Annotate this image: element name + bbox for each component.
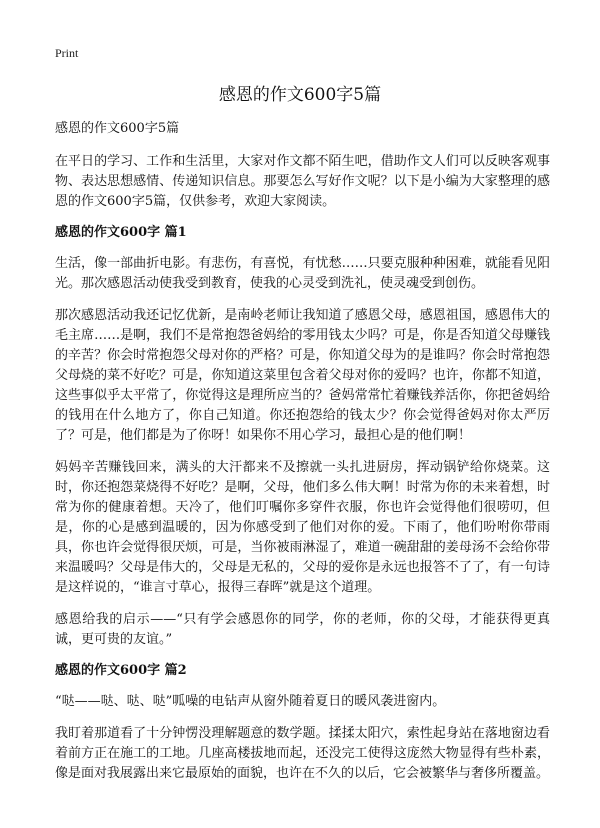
article-subtitle: 感恩的作文600字5篇 <box>55 121 180 136</box>
section-1-paragraph: 感恩给我的启示——“只有学会感恩你的同学，你的老师，你的父母，才能获得更真诚，更可贵的友谊。” <box>55 612 550 647</box>
document-title: 感恩的作文600字5篇 <box>218 85 382 105</box>
section-2-paragraph: “哒——哒、哒、哒”呱噪的电钻声从窗外随着夏日的暖风袭进窗内。 <box>55 694 446 709</box>
section-1-paragraph: 生活，像一部曲折电影。有悲伤，有喜悦，有忧愁……只要克服种种困难，就能看见阳光。那次感恩活动使我受到教育，使我的心灵受到洗礼，使灵魂受到创伤。 <box>55 256 550 291</box>
section-2-heading: 感恩的作文600字 篇2 <box>55 663 187 678</box>
section-1-heading: 感恩的作文600字 篇1 <box>55 225 187 240</box>
section-1-paragraph: 妈妈辛苦赚钱回来，满头的大汗都来不及擦就一头扎进厨房，挥动锅铲给你烧菜。这时，你还抱怨菜烧得不好吃？是啊，父母，他们多么伟大啊！时常为你的未来着想，时常为你的健康着想。天冷了，他们叮嘱你多穿件衣服，你也许会觉得他们很唠叨，但是，你的心是感到温暖的，因为你感受到了他们对你的爱。下雨了，他们吩咐你带雨具，你也许会觉得很厌烦，可是，当你被雨淋湿了，难道一碗甜甜的姜母汤不会给你带来温暖吗？父母是伟大的，父母是无私的，父母的爱你是永远也报答不了了，有一句诗是这样说的，“谁言寸草心，报得三春晖”就是这个道理。 <box>55 460 550 595</box>
section-2-paragraph: 我盯着那道看了十分钟愣没理解题意的数学题。揉揉太阳穴，索性起身站在落地窗边看着前方正在施工的工地。几座高楼拔地而起，还没完工使得这庞然大物显得有些朴素，像是面对我展露出来它最原始的面貌，也许在不久的以后，它会被繁华与奢侈所覆盖。 <box>55 726 550 781</box>
intro-paragraph: 在平日的学习、工作和生活里，大家对作文都不陌生吧，借助作文人们可以反映客观事物、表达思想感情、传递知识信息。那要怎么写好作文呢？以下是小编为大家整理的感恩的作文600字5篇，仅供参考，欢迎大家阅读。 <box>55 154 550 209</box>
section-1-paragraph: 那次感恩活动我还记忆优新，是南岭老师让我知道了感恩父母，感恩祖国，感恩伟大的毛主席……是啊，我们不是常抱怨爸妈给的零用钱太少吗？可是，你是否知道父母赚钱的辛苦？你会时常抱怨父母对你的严格？可是，你知道父母为的是谁吗？你会时常抱怨父母烧的菜不好吃？可是，你知道这菜里包含着父母对你的爱吗？也许，你都不知道，这些事似乎太平常了，你觉得这是理所应当的？爸妈常常忙着赚钱养活你，你把爸妈给的钱用在什么地方了，你自己知道。你还抱怨给的钱太少？你会觉得爸妈对你太严厉了？可是，他们都是为了你呀！如果你不用心学习，最担心是的他们啊！ <box>55 308 550 443</box>
print-link[interactable]: Print <box>55 46 79 60</box>
article-body <box>55 120 550 796</box>
